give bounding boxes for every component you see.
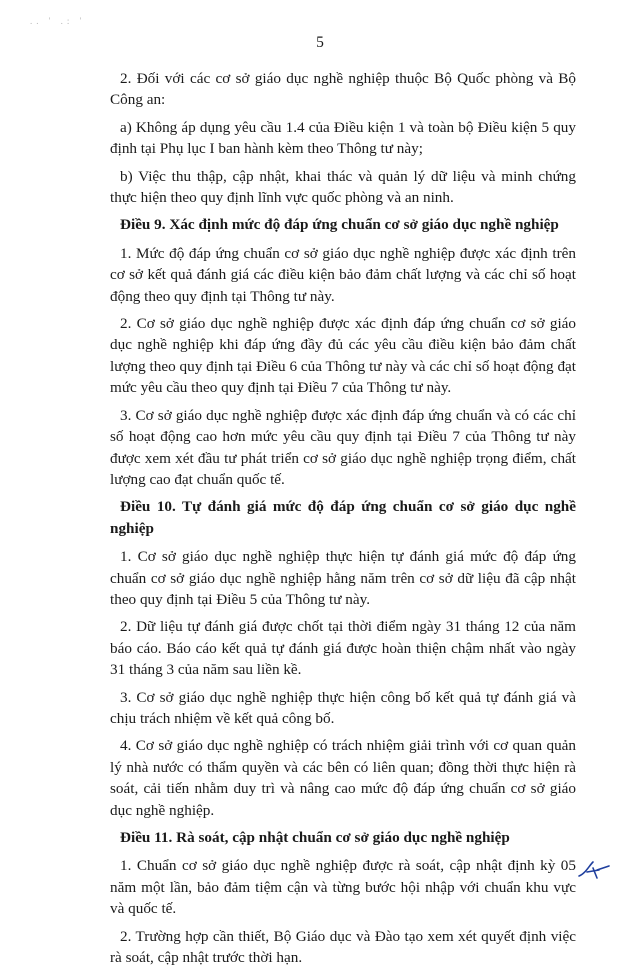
document-body (110, 68, 576, 974)
article-9-clause-3: 3. Cơ sở giáo dục nghề nghiệp được xác định đáp ứng chuẩn và có các chỉ số hoạt động cao hơn mức yêu cầu quy định tại Điều 7 của Thông tư này được xem xét đầu tư phát triển cơ sở giáo dục nghề nghiệp trọng điểm, chất lượng cao đạt chuẩn quốc tế. (110, 406, 576, 488)
article-9-clause-1: 1. Mức độ đáp ứng chuẩn cơ sở giáo dục nghề nghiệp được xác định trên cơ sở kết quả đánh giá các điều kiện bảo đảm chất lượng và các chỉ số hoạt động theo quy định tại Thông tư này. (110, 244, 576, 305)
initials-signature-icon (577, 858, 611, 880)
article-10-clause-4: 4. Cơ sở giáo dục nghề nghiệp có trách nhiệm giải trình với cơ quan quản lý nhà nước có thẩm quyền và các bên có liên quan; đồng thời thực hiện rà soát, cải tiến nhằm duy trì và nâng cao mức độ đáp ứng chuẩn cơ sở giáo dục nghề nghiệp. (110, 737, 576, 819)
article-10-clause-2: 2. Dữ liệu tự đánh giá được chốt tại thời điểm ngày 31 tháng 12 của năm báo cáo. Báo cáo kết quả tự đánh giá được hoàn thiện chậm nhất vào ngày 31 tháng 3 của năm sau liền kề. (110, 618, 576, 679)
paragraph-clause-2: 2. Đối với các cơ sở giáo dục nghề nghiệp thuộc Bộ Quốc phòng và Bộ Công an: (110, 70, 576, 109)
article-9-heading: Điều 9. Xác định mức độ đáp ứng chuẩn cơ sở giáo dục nghề nghiệp (120, 216, 559, 234)
article-9-clause-2: 2. Cơ sở giáo dục nghề nghiệp được xác định đáp ứng chuẩn cơ sở giáo dục nghề nghiệp khi đáp ứng đầy đủ các yêu cầu điều kiện bảo đảm chất lượng theo quy định tại Điều 6 của Thông tư này và các chỉ số hoạt động đạt mức yêu cầu theo quy định tại Điều 7 của Thông tư này. (110, 315, 576, 397)
paragraph-clause-2a: a) Không áp dụng yêu cầu 1.4 của Điều kiện 1 và toàn bộ Điều kiện 5 quy định tại Phụ lục I ban hành kèm theo Thông tư này; (110, 118, 576, 158)
article-10-clause-3: 3. Cơ sở giáo dục nghề nghiệp thực hiện công bố kết quả tự đánh giá và chịu trách nhiệm về kết quả công bố. (110, 688, 576, 727)
article-10-clause-1: 1. Cơ sở giáo dục nghề nghiệp thực hiện tự đánh giá mức độ đáp ứng chuẩn cơ sở giáo dục nghề nghiệp hằng năm trên cơ sở dữ liệu đã cập nhật theo quy định tại Điều 5 của Thông tư này. (110, 548, 576, 608)
paragraph-clause-2b: b) Việc thu thập, cập nhật, khai thác và quản lý dữ liệu và minh chứng thực hiện theo quy định lĩnh vực quốc phòng và an ninh. (110, 167, 576, 207)
page-number: 5 (316, 34, 324, 51)
article-10-heading: Điều 10. Tự đánh giá mức độ đáp ứng chuẩn cơ sở giáo dục nghề nghiệp (110, 498, 576, 537)
article-11-clause-1: 1. Chuẩn cơ sở giáo dục nghề nghiệp được rà soát, cập nhật định kỳ 05 năm một lần, bảo đảm tiệm cận và từng bước hội nhập với chuẩn khu vực và quốc tế. (110, 857, 576, 918)
article-11-heading: Điều 11. Rà soát, cập nhật chuẩn cơ sở giáo dục nghề nghiệp (120, 829, 510, 846)
scan-artifact: .. ' .: ' (30, 16, 86, 26)
article-11-clause-2: 2. Trường hợp cần thiết, Bộ Giáo dục và Đào tạo xem xét quyết định việc rà soát, cập nhật trước thời hạn. (110, 927, 576, 967)
